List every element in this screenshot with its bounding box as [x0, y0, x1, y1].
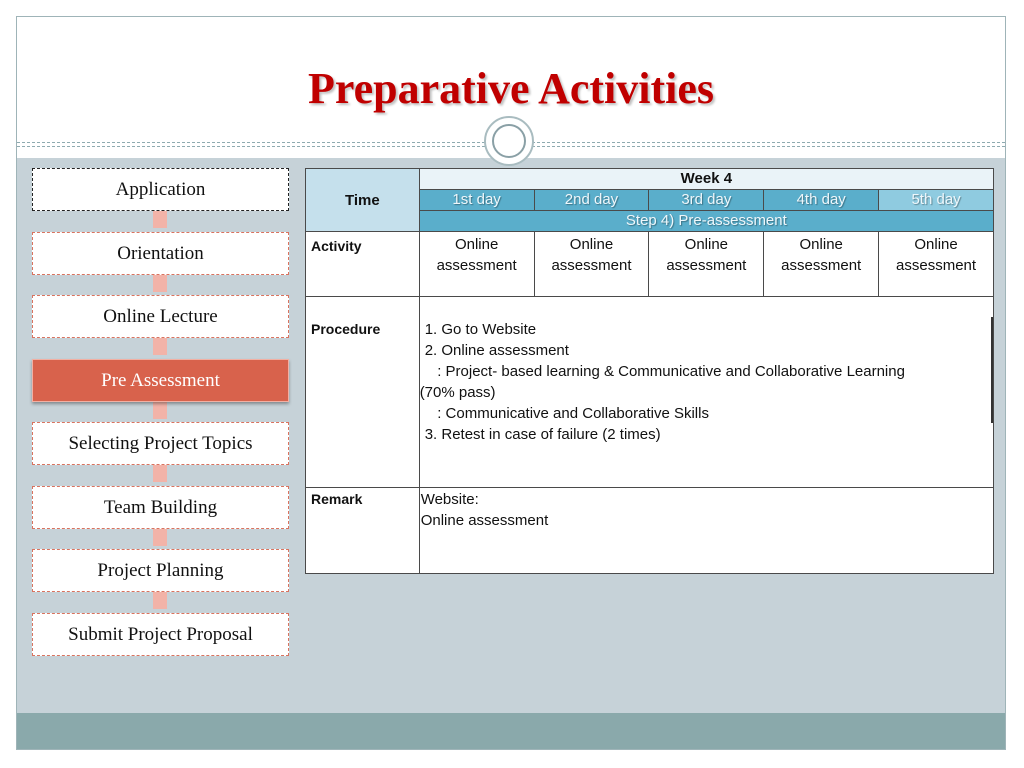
flow-connector	[153, 526, 167, 546]
flow-connector	[153, 272, 167, 292]
activity-text: Online	[454, 236, 499, 253]
procedure-line: : Project- based learning & Communicative and Collaborative Learning	[424, 363, 905, 380]
flow-connector	[153, 208, 167, 228]
flow-connector	[153, 399, 167, 419]
day-header: 5th day	[879, 190, 994, 211]
remark-line: Website:	[420, 491, 479, 508]
day-header: 4th day	[764, 190, 879, 211]
flow-connector	[153, 335, 167, 355]
activity-text: assessment	[436, 257, 517, 274]
flow-step-pre-assessment[interactable]: Pre Assessment	[32, 359, 289, 402]
remark-label: Remark	[306, 488, 420, 574]
schedule-table	[305, 168, 994, 574]
slide	[16, 16, 1006, 750]
procedure-line: 1. Go to Website	[424, 321, 537, 338]
activity-cell	[649, 232, 764, 297]
flow-step-submit-project-proposal[interactable]: Submit Project Proposal	[32, 613, 289, 656]
day-header: 3rd day	[649, 190, 764, 211]
day-header: 2nd day	[534, 190, 649, 211]
flow-connector	[153, 589, 167, 609]
activity-cell	[419, 232, 534, 297]
flow-step-application[interactable]: Application	[32, 168, 289, 211]
activity-label: Activity	[306, 232, 420, 297]
activity-text: assessment	[666, 257, 747, 274]
flow-step-selecting-project-topics[interactable]: Selecting Project Topics	[32, 422, 289, 465]
remark-link[interactable]: Online assessment	[420, 512, 549, 529]
footer-bar	[17, 713, 1005, 749]
procedure-cell	[419, 297, 993, 488]
procedure-label: Procedure	[306, 297, 420, 488]
activity-cell	[879, 232, 994, 297]
activity-cell	[764, 232, 879, 297]
procedure-line: 2. Online assessment	[424, 342, 569, 359]
activity-cell	[534, 232, 649, 297]
flow-connector	[153, 462, 167, 482]
flow-step-orientation[interactable]: Orientation	[32, 232, 289, 275]
slide-title: Preparative Activities	[307, 64, 715, 113]
title-ornament-circle	[484, 116, 534, 166]
flow-step-online-lecture[interactable]: Online Lecture	[32, 295, 289, 338]
procedure-line: (70% pass)	[419, 384, 496, 401]
activity-text: assessment	[896, 257, 977, 274]
procedure-divider	[991, 317, 993, 423]
activity-text: Online	[569, 236, 614, 253]
procedure-line: : Communicative and Collaborative Skills	[424, 405, 709, 422]
activity-text: Online	[684, 236, 729, 253]
activity-text: assessment	[781, 257, 862, 274]
activity-text: Online	[799, 236, 843, 253]
remark-cell	[419, 488, 993, 574]
step-header: Step 4) Pre-assessment	[419, 211, 993, 232]
time-header: Time	[306, 169, 420, 232]
flow-step-project-planning[interactable]: Project Planning	[32, 549, 289, 592]
procedure-line: 3. Retest in case of failure (2 times)	[424, 426, 661, 443]
flow-step-team-building[interactable]: Team Building	[32, 486, 289, 529]
activity-text: Online	[914, 236, 958, 253]
day-header: 1st day	[419, 190, 534, 211]
week-header: Week 4	[419, 169, 993, 190]
activity-text: assessment	[551, 257, 632, 274]
